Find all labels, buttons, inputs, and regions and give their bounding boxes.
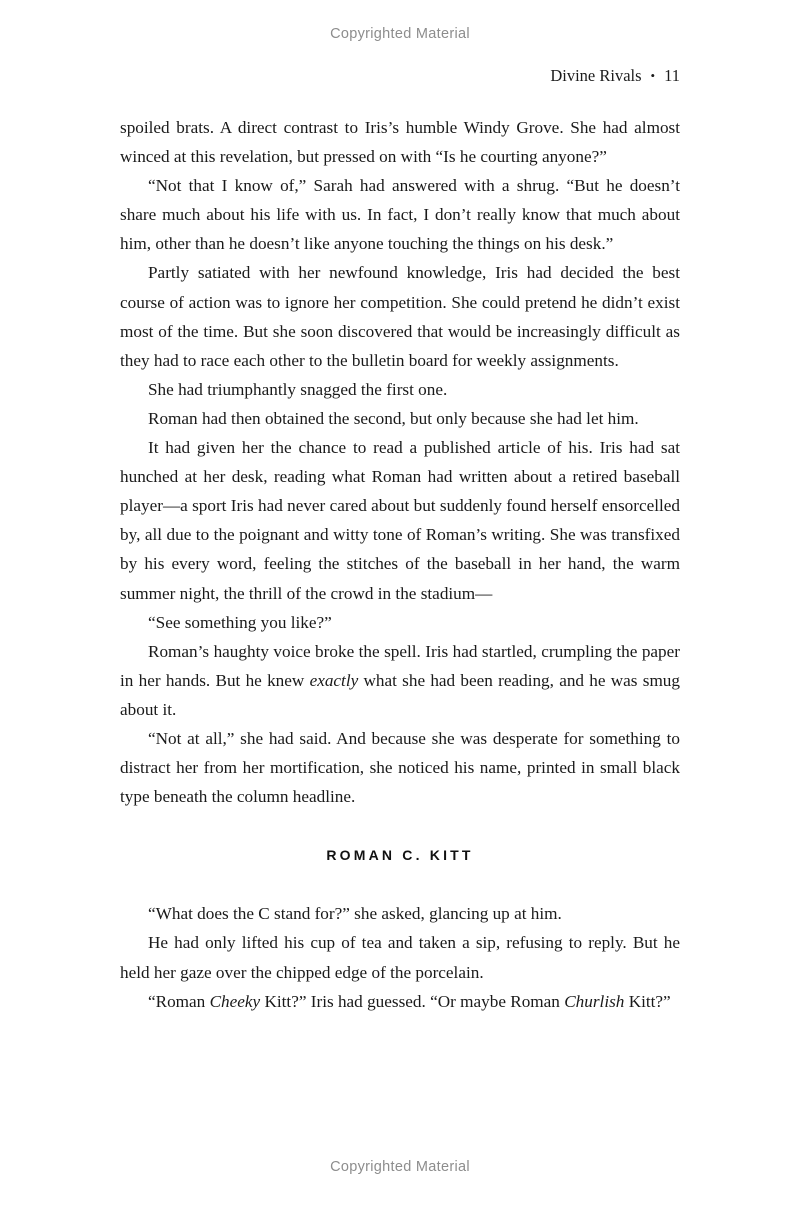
text-segment: “Not that I know of,” Sarah had answered with a shrug. “But he doesn’t share much about his life with us. In fact, I don’t really know that much about him, other than he doesn’t like anyone touching the things on his desk.” (120, 176, 680, 254)
text-segment: “Not at all,” she had said. And because she was desperate for something to distract her from her mortification, she noticed his name, printed in small black type beneath the column headline. (120, 728, 680, 807)
text-segment: Kitt?” (624, 991, 671, 1011)
text-segment: what she had been reading, and he was smug about it. (120, 670, 680, 719)
paragraph (120, 171, 680, 258)
text-segment: It had given her the chance to read a published article of his. Iris had sat hunched at her desk, reading what Roman had written about a retired baseball player—a sport Iris had never cared about but suddenly found herself ensorcelled by, all due to the poignant and witty tone of Roman’s writing. She was transfixed by his every word, feeling the stitches of the baseball in her hand, the warm summer night, the thrill of the crowd in the stadium— (120, 438, 680, 603)
byline-heading: ROMAN C. KITT (326, 847, 474, 864)
paragraph (120, 404, 680, 433)
text-segment: She had triumphantly snagged the first one. (148, 379, 448, 399)
italic-text-segment: exactly (309, 670, 359, 690)
text-segment: He had only lifted his cup of tea and taken a sip, refusing to reply. But he held her gaze over the chipped edge of the porcelain. (120, 933, 680, 982)
running-header (120, 66, 680, 86)
book-title: Divine Rivals (550, 66, 642, 85)
paragraph (120, 899, 680, 928)
paragraph (120, 433, 680, 608)
copyright-notice-bottom: Copyrighted Material (330, 1159, 470, 1175)
text-segment: Kitt?” Iris had guessed. “Or maybe Roman (260, 991, 565, 1011)
paragraph (120, 724, 680, 811)
paragraph (120, 987, 680, 1016)
text-segment: spoiled brats. A direct contrast to Iris’s humble Windy Grove. She had almost winced at this revelation, but pressed on with “Is he courting anyone?” (120, 118, 680, 167)
paragraph (120, 113, 680, 171)
paragraph (120, 928, 680, 986)
body-text (120, 113, 680, 1016)
text-segment: Roman’s haughty voice broke the spell. Iris had startled, crumpling the paper in her hands. But he knew (120, 641, 680, 690)
page-number: 11 (664, 66, 680, 85)
paragraph (120, 375, 680, 404)
paragraph (120, 608, 680, 637)
text-segment: “What does the C stand for?” she asked, glancing up at him. (148, 904, 562, 924)
text-segment: Partly satiated with her newfound knowledge, Iris had decided the best course of action was to ignore her competition. She could pretend he didn’t exist most of the time. But she soon discovered that would be increasingly difficult as they had to race each other to the bulletin board for weekly assignments. (120, 263, 680, 370)
paragraph (120, 258, 680, 374)
italic-text-segment: Cheeky (209, 991, 261, 1011)
copyright-notice-top: Copyrighted Material (330, 26, 470, 42)
paragraph (120, 637, 680, 724)
text-segment: “Roman (148, 991, 210, 1011)
header-separator-dot: • (650, 68, 656, 83)
text-segment: Roman had then obtained the second, but only because she had let him. (148, 408, 639, 428)
italic-text-segment: Churlish (564, 991, 625, 1011)
text-segment: “See something you like?” (148, 612, 332, 632)
